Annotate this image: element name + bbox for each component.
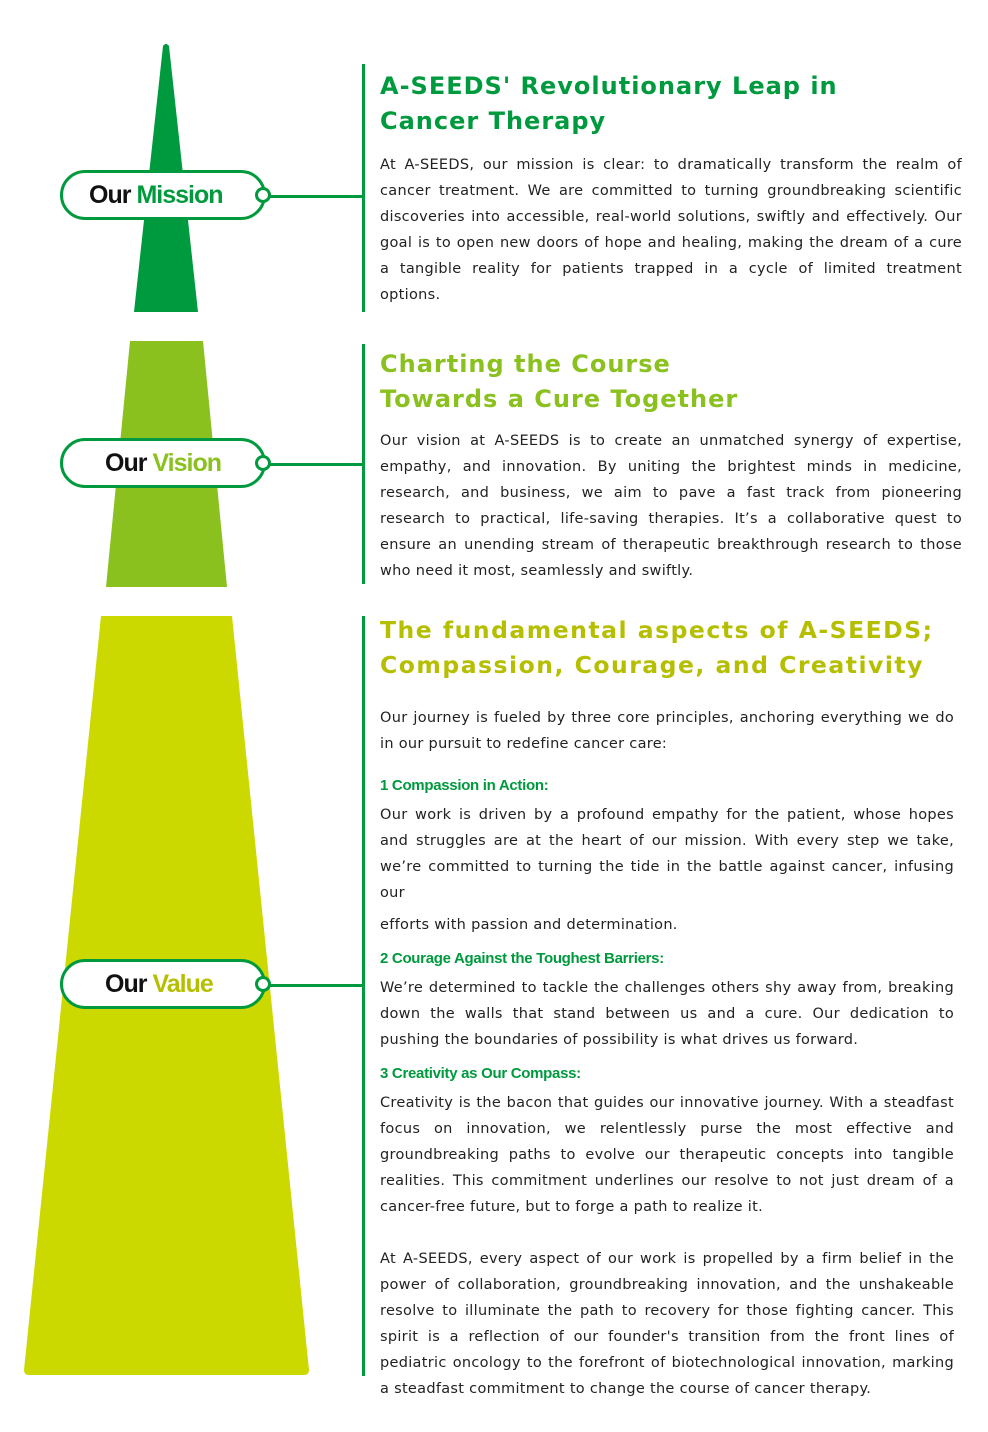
mission-section (362, 64, 962, 312)
our-mission-label (60, 170, 266, 220)
mission-label-word2: Mission (136, 180, 223, 209)
principle-2-body: We’re determined to tackle the challenges others shy away from, breaking down the walls that stand between us and a cure. Our dedication to pushing the boundaries of possibility is what drives us forward. (380, 980, 954, 1048)
vision-ring-icon (255, 455, 271, 471)
value-connector (270, 984, 363, 987)
principle-2-heading: 2 Courage Against the Toughest Barriers: (380, 950, 664, 967)
mission-title-line2: Cancer Therapy (380, 107, 607, 135)
mission-title (380, 69, 962, 139)
vision-body: Our vision at A-SEEDS is to create an unmatched synergy of expertise, empathy, and innovation. By uniting the brightest minds in medicine, research, and business, we aim to pave a fast track from pioneering research to practical, life-saving therapies. It’s a collaborative quest to ensure an unending stream of therapeutic breakthrough research to those who need it most, seamlessly and swiftly. (380, 433, 962, 579)
value-title-line1: The fundamental aspects of A-SEEDS; (380, 616, 934, 644)
value-section (362, 616, 962, 1397)
mission-label-word1: Our (89, 180, 131, 209)
vision-divider (362, 344, 365, 584)
value-intro: Our journey is fueled by three core principles, anchoring everything we do in our pursuit to redefine cancer care: (380, 710, 954, 752)
mission-title-line1: A-SEEDS' Revolutionary Leap in (380, 72, 838, 100)
vision-label-word2: Vision (152, 448, 222, 477)
vision-title (380, 347, 962, 417)
principle-1-heading: 1 Compassion in Action: (380, 777, 549, 794)
value-title (380, 613, 988, 683)
principle-3-body: Creativity is the bacon that guides our innovative journey. With a steadfast focus on innovation, we relentlessly purse the most effective and groundbreaking paths to evolve our therapeutic concepts into tangible realities. This commitment underlines our resolve to not just dream of a cancer-free future, but to forge a path to realize it. (380, 1095, 954, 1215)
our-value-label (60, 959, 266, 1009)
mission-divider (362, 64, 365, 312)
principle-1-body: Our work is driven by a profound empathy for the patient, whose hopes and struggles are at the heart of our mission. With every step we take, we’re committed to turning the tide in the battle against cancer, infusing our (380, 807, 954, 901)
vision-label-word1: Our (105, 448, 147, 477)
value-title-line2: Compassion, Courage, and Creativity (380, 651, 924, 679)
vision-section (362, 344, 962, 584)
mission-ring-icon (255, 187, 271, 203)
value-ring-icon (255, 976, 271, 992)
vision-title-line1: Charting the Course (380, 350, 671, 378)
vision-title-line2: Towards a Cure Together (380, 385, 739, 413)
principle-3-heading: 3 Creativity as Our Compass: (380, 1065, 581, 1082)
vision-connector (270, 463, 363, 466)
value-closing: At A-SEEDS, every aspect of our work is propelled by a firm belief in the power of collaboration, groundbreaking innovation, and the unshakeable resolve to illuminate the path to recovery for those fighting cancer. This spirit is a reflection of our founder's transition from the front lines of pediatric oncology to the forefront of biotechnological innovation, marking a steadfast commitment to change the course of cancer therapy. (380, 1251, 954, 1397)
our-vision-label (60, 438, 266, 488)
value-label-word2: Value (152, 969, 213, 998)
value-divider (362, 616, 365, 1376)
value-label-word1: Our (105, 969, 147, 998)
mission-connector (270, 195, 363, 198)
principle-1-body-cont: efforts with passion and determination. (380, 917, 678, 933)
mission-body: At A-SEEDS, our mission is clear: to dramatically transform the realm of cancer treatment. We are committed to turning groundbreaking scientific discoveries into accessible, real-world solutions, swiftly and effectively. Our goal is to open new doors of hope and healing, making the dream of a cure a tangible reality for patients trapped in a cycle of limited treatment options. (380, 157, 962, 303)
